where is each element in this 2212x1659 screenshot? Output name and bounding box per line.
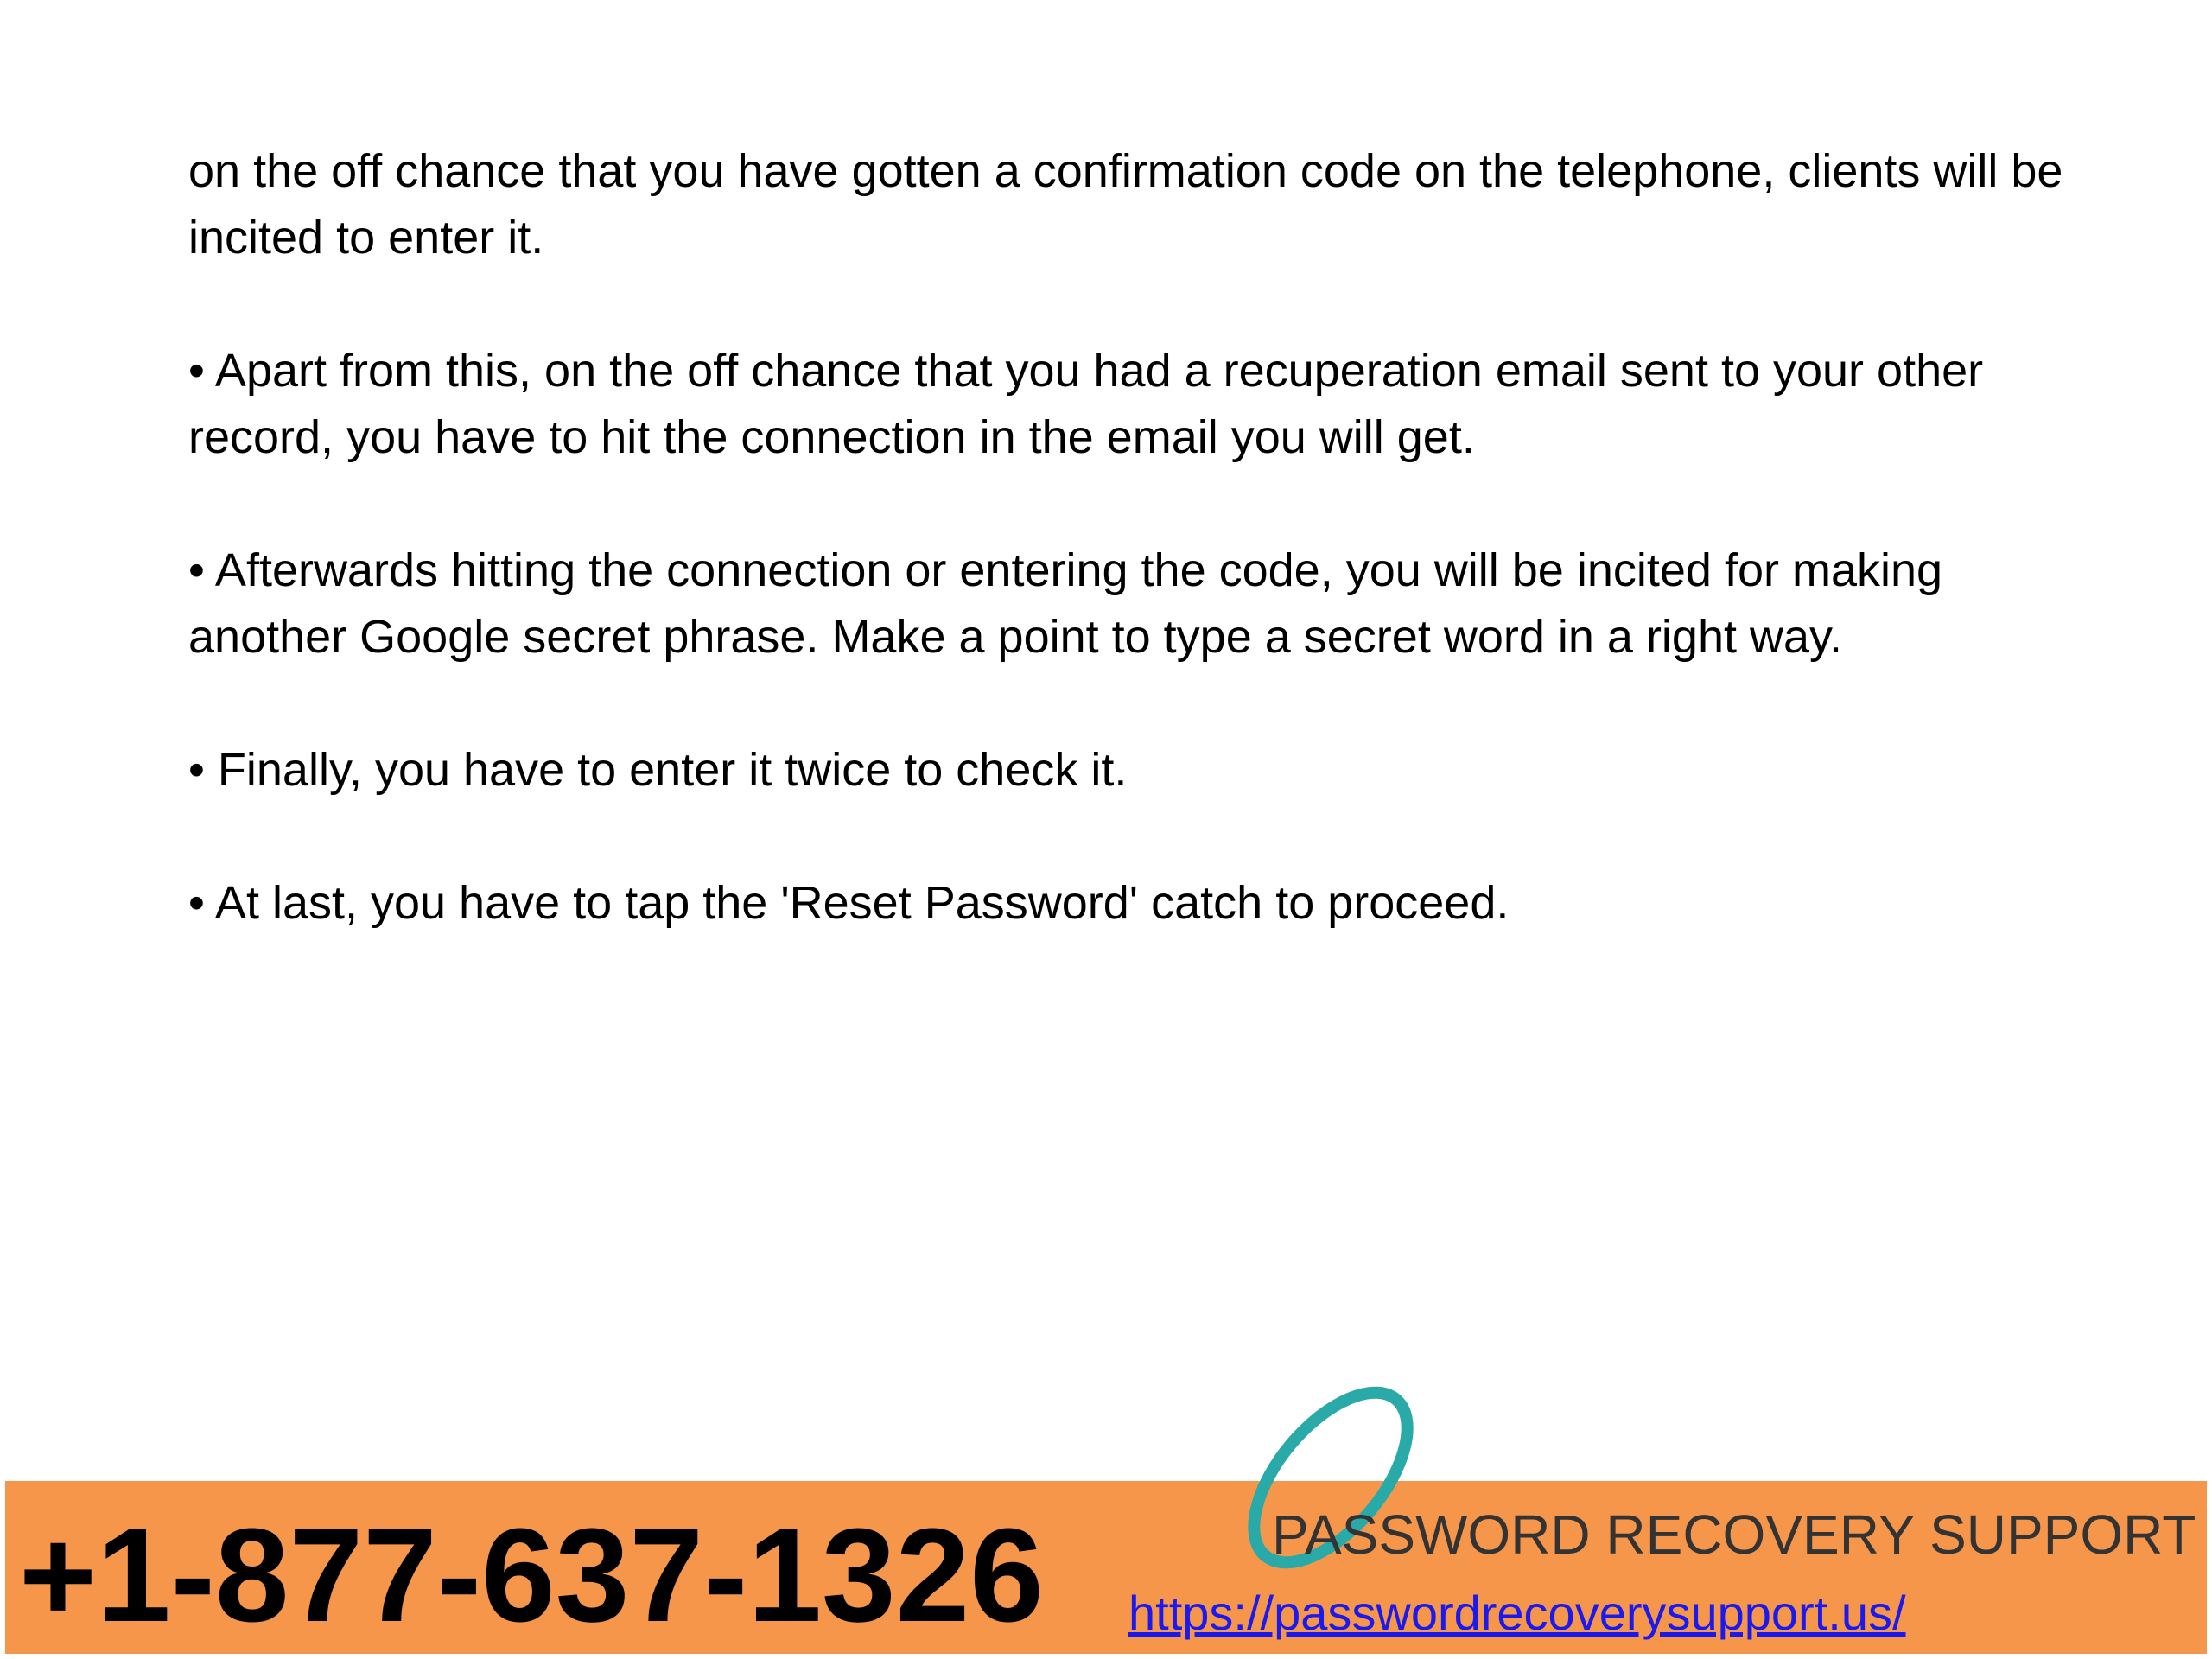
bullet-reset-password: • At last, you have to tap the 'Reset Password' catch to proceed. [188, 877, 1510, 929]
bullet-new-password: • Afterwards hitting the connection or entering the code, you will be incited for making another Google secret phrase. Make a point to type a secret word in a right way. [188, 544, 1943, 663]
body-text [188, 138, 2072, 1003]
brand-name: PASSWORD RECOVERY SUPPORT [1272, 1503, 2196, 1566]
website-link[interactable]: https://passwordrecoverysupport.us/ [1128, 1586, 1906, 1640]
paragraph-1: on the off chance that you have gotten a confirmation code on the telephone, clients will be incited to enter it. [188, 145, 2063, 264]
phone-number: +1-877-637-1326 [19, 1501, 1044, 1649]
bullet-enter-twice: • Finally, you have to enter it twice to check it. [188, 744, 1128, 796]
bullet-recovery-email: • Apart from this, on the off chance that you had a recuperation email sent to your other record, you have to hit the connection in the email you will get. [188, 345, 1984, 463]
